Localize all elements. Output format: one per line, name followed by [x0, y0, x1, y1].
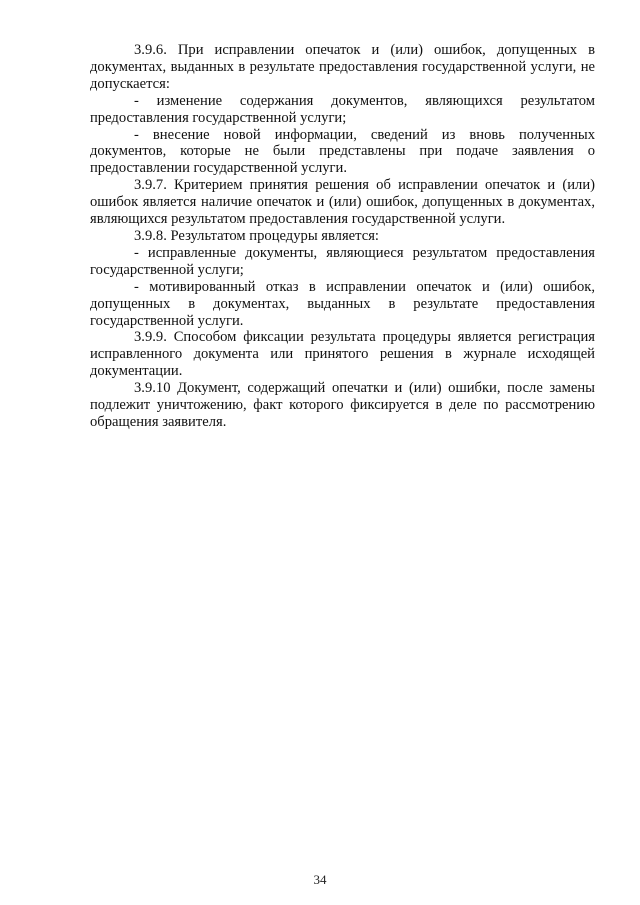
document-body — [90, 42, 595, 431]
paragraph-3-9-6: 3.9.6. При исправлении опечаток и (или) ошибок, допущенных в документах, выданных в результате предоставления государственной услуги, не допускается: — [90, 42, 595, 92]
paragraph-3-9-8: 3.9.8. Результатом процедуры является: — [134, 227, 379, 244]
paragraph-list-item-corrected-documents: - исправленные документы, являющиеся результатом предоставления государственной услуги; — [90, 244, 595, 278]
paragraph-3-9-10: 3.9.10 Документ, содержащий опечатки и (или) ошибки, после замены подлежит уничтожению, факт которого фиксируется в деле по рассмотрению обращения заявителя. — [90, 380, 595, 430]
paragraph-list-item-refusal: - мотивированный отказ в исправлении опечаток и (или) ошибок, допущенных в документах, выданных в результате предоставления государственной услуги. — [90, 278, 595, 329]
paragraph-3-9-7: 3.9.7. Критерием принятия решения об исправлении опечаток и (или) ошибок является наличие опечаток и (или) ошибок, допущенных в документах, являющихся результатом предоставления государственной услуги. — [90, 177, 595, 228]
paragraph-list-item-new-information: - внесение новой информации, сведений из вновь полученных документов, которые не были представлены при подаче заявления о предоставлении государственной услуги. — [90, 126, 595, 177]
page-number: 34 — [313, 872, 327, 887]
paragraph-3-9-9: 3.9.9. Способом фиксации результата процедуры является регистрация исправленного документа или принятого решения в журнале исходящей документации. — [90, 329, 595, 380]
paragraph-list-item-change-content: - изменение содержания документов, являющихся результатом предоставления государственной услуги; — [90, 92, 595, 126]
